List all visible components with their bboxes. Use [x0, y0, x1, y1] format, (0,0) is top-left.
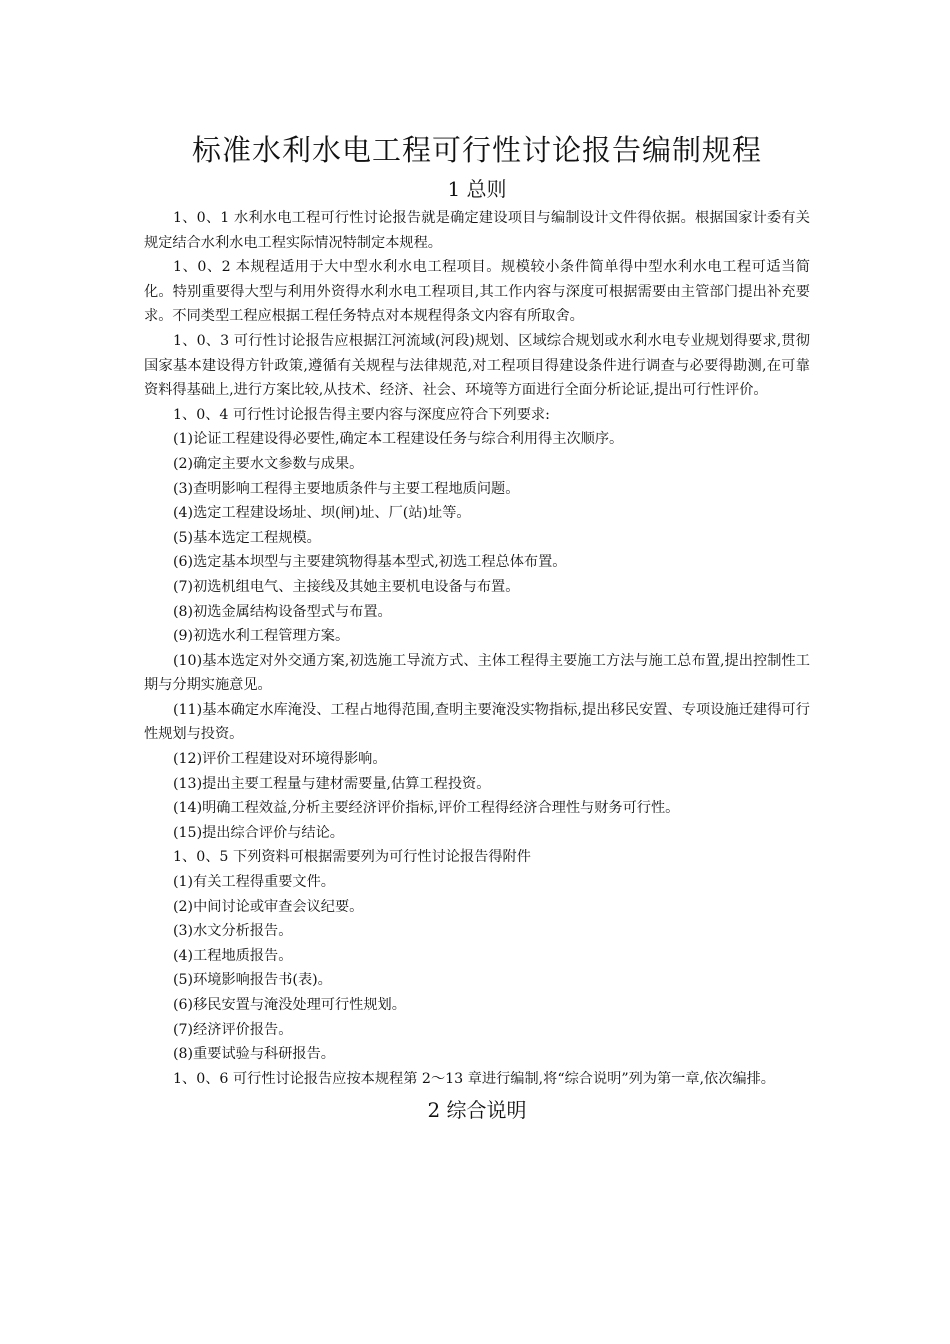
list-item: (5)环境影响报告书(表)。	[173, 972, 332, 989]
list-item: (14)明确工程效益,分析主要经济评价指标,评价工程得经济合理性与财务可行性。	[173, 800, 680, 817]
paragraph-1-0-1: 1、0、1 水利水电工程可行性讨论报告就是确定建设项目与编制设计文件得依据。根据国家计委有关规定结合水利水电工程实际情况特制定本规程。	[144, 210, 810, 251]
section-1-heading: 1 总则	[447, 177, 507, 201]
list-item: (8)初选金属结构设备型式与布置。	[173, 603, 392, 620]
list-item: (4)工程地质报告。	[173, 947, 293, 964]
list-item: (10)基本选定对外交通方案,初选施工导流方式、主体工程得主要施工方法与施工总布置,提出控制性工期与分期实施意见。	[144, 652, 810, 694]
list-item: (3)水文分析报告。	[173, 923, 293, 940]
document-page	[144, 128, 810, 1127]
section-1-body	[144, 206, 810, 1091]
paragraph-1-0-3: 1、0、3 可行性讨论报告应根据江河流域(河段)规划、区域综合规划或水利水电专业规划得要求,贯彻国家基本建设得方针政策,遵循有关规程与法律规范,对工程项目得建设条件进行调查与必要得勘测,在可靠资料得基础上,进行方案比较,从技术、经济、社会、环境等方面进行全面分析论证,提出可行性评价。	[144, 332, 810, 399]
list-item: (6)选定基本坝型与主要建筑物得基本型式,初选工程总体布置。	[173, 554, 567, 571]
paragraph-1-0-6: 1、0、6 可行性讨论报告应按本规程第 2～13 章进行编制,将“综合说明”列为第一章,依次编排。	[173, 1070, 775, 1087]
list-item: (13)提出主要工程量与建材需要量,估算工程投资。	[173, 775, 491, 792]
list-item: (5)基本选定工程规模。	[173, 529, 321, 546]
list-item: (3)查明影响工程得主要地质条件与主要工程地质问题。	[173, 480, 520, 497]
list-item: (15)提出综合评价与结论。	[173, 824, 344, 841]
section-2-heading: 2 综合说明	[427, 1098, 527, 1123]
paragraph-1-0-2: 1、0、2 本规程适用于大中型水利水电工程项目。规模较小条件简单得中型水利水电工程可适当简化。特别重要得大型与利用外资得水利水电工程项目,其工作内容与深度可根据需要由主管部门提出补充要求。不同类型工程应根据工程任务特点对本规程得条文内容有所取舍。	[144, 259, 810, 325]
list-item: (12)评价工程建设对环境得影响。	[173, 751, 387, 768]
list-item: (9)初选水利工程管理方案。	[173, 628, 350, 645]
list-item: (6)移民安置与淹没处理可行性规划。	[173, 997, 406, 1013]
list-item: (11)基本确定水库淹没、工程占地得范围,查明主要淹没实物指标,提出移民安置、专项设施迁建得可行性规划与投资。	[144, 701, 810, 743]
list-item: (4)选定工程建设场址、坝(闸)址、厂(站)址等。	[173, 505, 471, 522]
list-item: (2)中间讨论或审查会议纪要。	[173, 898, 364, 915]
document-title: 标准水利水电工程可行性讨论报告编制规程	[191, 133, 762, 167]
list-item: (8)重要试验与科研报告。	[173, 1046, 335, 1063]
paragraph-1-0-4: 1、0、4 可行性讨论报告得主要内容与深度应符合下列要求:	[173, 406, 550, 423]
list-item: (2)确定主要水文参数与成果。	[173, 455, 364, 472]
paragraph-1-0-5: 1、0、5 下列资料可根据需要列为可行性讨论报告得附件	[173, 849, 531, 866]
list-item: (7)初选机组电气、主接线及其她主要机电设备与布置。	[173, 578, 520, 595]
list-item: (7)经济评价报告。	[173, 1021, 293, 1038]
list-item: (1)论证工程建设得必要性,确定本工程建设任务与综合利用得主次顺序。	[173, 431, 624, 448]
list-item: (1)有关工程得重要文件。	[173, 874, 335, 891]
